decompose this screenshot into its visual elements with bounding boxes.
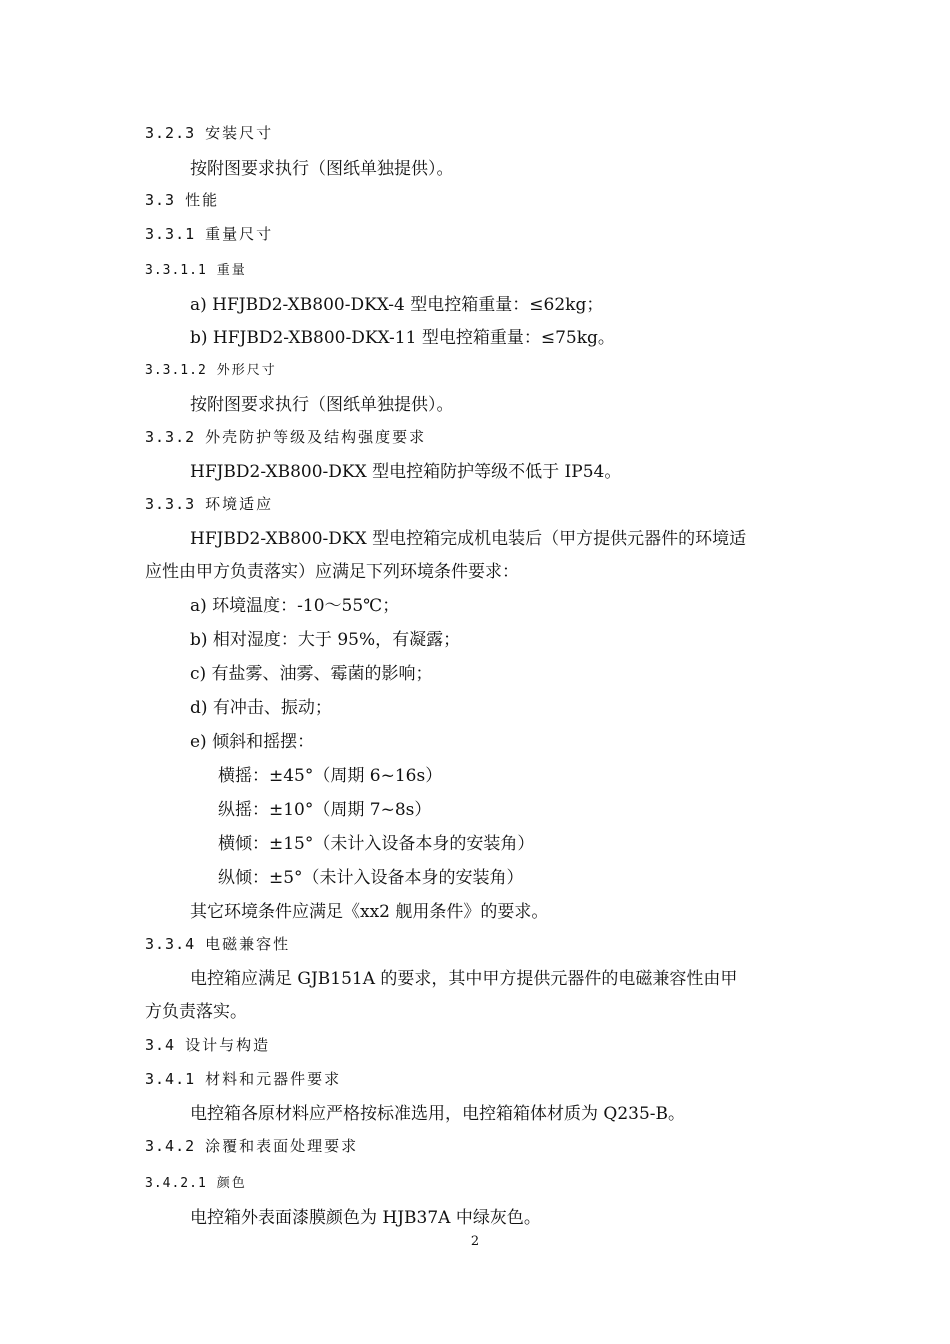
heading-3-3: 3.3 性能: [145, 191, 220, 209]
paragraph: 电控箱应满足 GJB151A 的要求，其中甲方提供元器件的电磁兼容性由甲: [190, 969, 738, 989]
heading-3-4: 3.4 设计与构造: [145, 1036, 271, 1054]
list-item: a) HFJBD2-XB800-DKX-4 型电控箱重量：≤62kg；: [190, 295, 604, 315]
sub-list-item: 横摇：±45°（周期 6~16s）: [218, 766, 443, 786]
paragraph: 电控箱各原材料应严格按标准选用，电控箱箱体材质为 Q235-B。: [190, 1104, 686, 1124]
paragraph: 其它环境条件应满足《xx2 舰用条件》的要求。: [190, 902, 549, 922]
heading-3-3-4: 3.3.4 电磁兼容性: [145, 935, 291, 953]
list-item: c) 有盐雾、油雾、霉菌的影响；: [190, 664, 433, 684]
sub-list-item: 纵摇：±10°（周期 7~8s）: [218, 800, 432, 820]
paragraph: 按附图要求执行（图纸单独提供）。: [190, 395, 454, 415]
list-item: b) 相对湿度：大于 95%，有凝露；: [190, 630, 461, 650]
page-number: 2: [470, 1234, 480, 1249]
heading-3-2-3: 3.2.3 安装尺寸: [145, 124, 274, 142]
list-item: e) 倾斜和摇摆：: [190, 732, 315, 752]
paragraph-continuation: 应性由甲方负责落实）应满足下列环境条件要求：: [145, 562, 519, 582]
sub-list-item: 纵倾：±5°（未计入设备本身的安装角）: [218, 868, 524, 888]
heading-3-3-1: 3.3.1 重量尺寸: [145, 225, 274, 243]
heading-3-4-2: 3.4.2 涂覆和表面处理要求: [145, 1137, 359, 1155]
paragraph: HFJBD2-XB800-DKX 型电控箱防护等级不低于 IP54。: [190, 462, 622, 482]
paragraph: 电控箱外表面漆膜颜色为 HJB37A 中绿灰色。: [190, 1208, 541, 1228]
list-item: a) 环境温度：-10～55℃；: [190, 596, 400, 616]
heading-3-3-1-1: 3.3.1.1 重量: [145, 263, 247, 278]
heading-3-4-2-1: 3.4.2.1 颜色: [145, 1176, 247, 1191]
heading-3-4-1: 3.4.1 材料和元器件要求: [145, 1070, 342, 1088]
heading-3-3-2: 3.3.2 外壳防护等级及结构强度要求: [145, 428, 427, 446]
paragraph: HFJBD2-XB800-DKX 型电控箱完成机电装后（甲方提供元器件的环境适: [190, 529, 747, 549]
heading-3-3-3: 3.3.3 环境适应: [145, 495, 274, 513]
paragraph-continuation: 方负责落实。: [145, 1002, 247, 1022]
list-item: d) 有冲击、振动；: [190, 698, 332, 718]
list-item: b) HFJBD2-XB800-DKX-11 型电控箱重量：≤75kg。: [190, 328, 615, 348]
heading-3-3-1-2: 3.3.1.2 外形尺寸: [145, 363, 277, 378]
paragraph: 按附图要求执行（图纸单独提供）。: [190, 159, 454, 179]
sub-list-item: 横倾：±15°（未计入设备本身的安装角）: [218, 834, 535, 854]
